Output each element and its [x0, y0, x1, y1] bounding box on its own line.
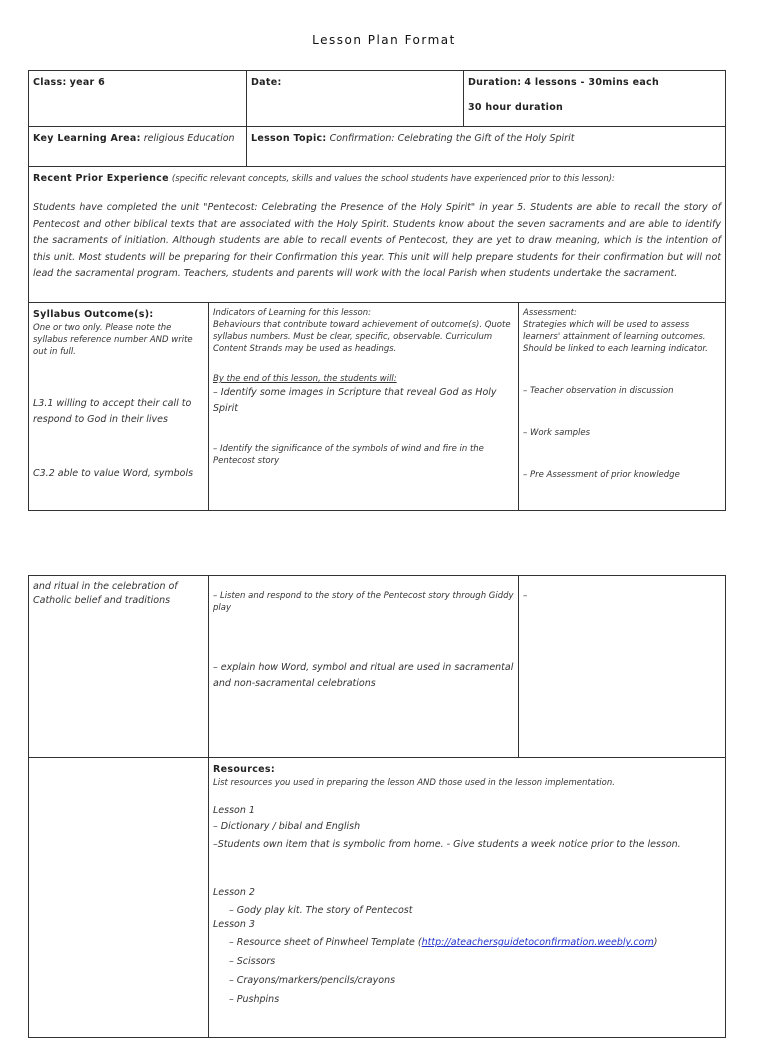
class-value: year 6	[69, 77, 106, 88]
duration-cell	[464, 71, 726, 127]
lesson-1-item-2: –Students own item that is symbolic from home. - Give students a week notice prior to the lesson.	[213, 839, 681, 850]
outcomes-hint: One or two only. Please note the syllabus reference number AND write out in full.	[33, 323, 193, 357]
list-item: – Pushpins	[229, 990, 721, 1009]
outcome-l3-1: L3.1 willing to accept their call to respond to God in their lives	[33, 398, 192, 425]
outcomes-label: Syllabus Outcome(s):	[33, 309, 154, 320]
lesson-plan-table-continued	[28, 575, 726, 1038]
resources-label: Resources:	[213, 764, 275, 775]
indicators-lead: By the end of this lesson, the students will:	[213, 374, 397, 384]
class-label: Class:	[33, 77, 67, 88]
indicator-2: – Identify the significance of the symbols of wind and fire in the Pentecost story	[213, 444, 484, 466]
list-item: – Gody play kit. The story of Pentecost	[229, 901, 721, 920]
topic-label: Lesson Topic:	[251, 133, 327, 144]
lesson-2-title: Lesson 2	[213, 887, 255, 898]
lesson-1-title: Lesson 1	[213, 805, 255, 816]
kla-label: Key Learning Area:	[33, 133, 141, 144]
page-title: Lesson Plan Format	[312, 33, 456, 47]
kla-value: religious Education	[143, 133, 235, 144]
prior-experience-cell	[29, 167, 726, 303]
indicator-1: – Identify some images in Scripture that reveal God as Holy Spirit	[213, 387, 497, 414]
syllabus-outcomes-cell	[29, 303, 209, 511]
list-item: – Scissors	[229, 952, 721, 971]
topic-value: Confirmation: Celebrating the Gift of the Holy Spirit	[329, 133, 575, 144]
indicators-cell	[209, 303, 519, 511]
prior-hint: (specific relevant concepts, skills and values the school students have experienced prior to this lesson):	[171, 174, 615, 184]
indicator-4: – explain how Word, symbol and ritual are used in sacramental and non-sacramental celebrations	[213, 662, 514, 689]
lesson-3-title: Lesson 3	[213, 919, 255, 930]
indicators-label: Indicators of Learning for this lesson:	[213, 308, 371, 318]
weebly-link[interactable]: http://ateachersguidetoconfirmation.weebly.com	[421, 937, 654, 948]
date-label: Date:	[251, 77, 282, 88]
prior-label: Recent Prior Experience	[33, 173, 169, 184]
list-item: – Crayons/markers/pencils/crayons	[229, 971, 721, 990]
indicators-continued-cell	[209, 576, 519, 758]
topic-cell	[247, 127, 726, 167]
resources-hint: List resources you used in preparing the lesson AND those used in the lesson implementation.	[213, 778, 615, 788]
class-cell	[29, 71, 247, 127]
duration-label: Duration:	[468, 77, 522, 88]
assessment-4: –	[523, 591, 528, 601]
indicators-hint: Behaviours that contribute toward achievement of outcome(s). Quote syllabus numbers. Must be clear, specific, observable. Curriculum Content Strands may be used as headings.	[213, 320, 511, 354]
lesson-1-item-1: – Dictionary / bibal and English	[213, 821, 361, 832]
pinwheel-close: )	[653, 937, 658, 948]
lesson-plan-table-outcomes	[28, 302, 726, 511]
indicator-3: – Listen and respond to the story of the Pentecost story through Giddy play	[213, 591, 514, 613]
outcome-c3-2: C3.2 able to value Word, symbols	[33, 468, 194, 479]
outcome-continued-cell	[29, 576, 209, 758]
assessment-label: Assessment:	[523, 308, 577, 318]
assessment-cell	[519, 303, 726, 511]
assessment-hint: Strategies which will be used to assess learners' attainment of learning outcomes. Should be linked to each learning indicator.	[523, 320, 708, 354]
duration-value: 4 lessons - 30mins each	[524, 77, 660, 88]
lesson-3-list	[213, 933, 721, 1009]
date-cell	[247, 71, 464, 127]
lesson-plan-table-top	[28, 70, 726, 303]
outcome-c3-2-continued: and ritual in the celebration of Catholic belief and traditions	[33, 581, 178, 606]
list-item	[229, 933, 721, 952]
duration-line2: 30 hour duration	[468, 102, 564, 113]
assessment-continued-cell	[519, 576, 726, 758]
resources-cell	[209, 758, 726, 1038]
assessment-2: – Work samples	[523, 428, 591, 438]
pinwheel-text: Resource sheet of Pinwheel Template (	[236, 937, 422, 948]
assessment-1: – Teacher observation in discussion	[523, 386, 674, 396]
prior-body: Students have completed the unit "Pentecost: Celebrating the Presence of the Holy Spirit" in year 5. Students are able to recall the story of Pentecost and other biblical texts that are associated with the Holy Spirit. Students know about the seven sacraments and are able to identify the sacraments of initiation. Although students are able to recall events of Pentecost, they are yet to draw meaning, which is the intention of this unit. Most students will be preparing for their Confirmation this year. This unit will help prepare students for their confirmation but will not lead the sacramental program. Teachers, students and parents will work with the local Parish when students undertake the sacrament.	[33, 202, 721, 279]
kla-cell	[29, 127, 247, 167]
assessment-3: – Pre Assessment of prior knowledge	[523, 470, 680, 480]
resources-left-cell	[29, 758, 209, 1038]
